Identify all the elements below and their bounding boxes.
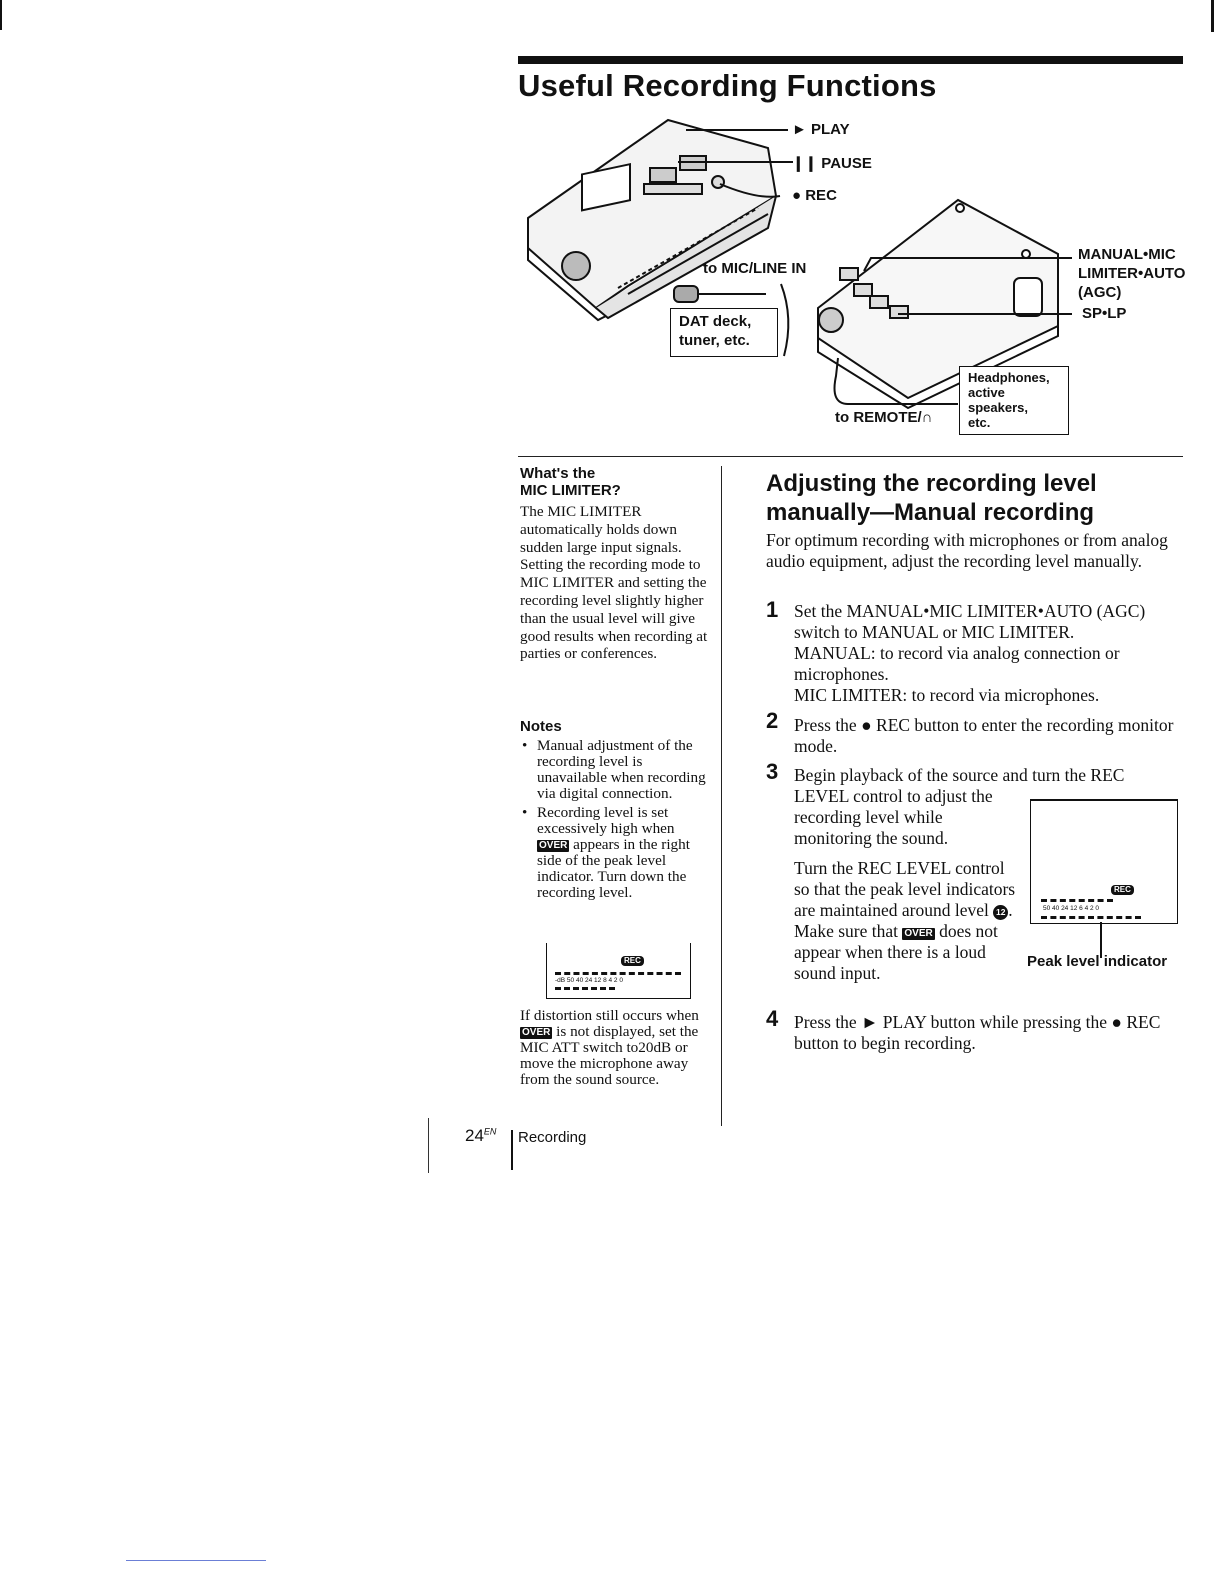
header-rule: [518, 56, 1183, 64]
rec-indicator-icon: REC: [1111, 885, 1134, 895]
meter-scale: -dB 50 40 24 12 8 4 2 0: [555, 977, 623, 984]
step-2-text: Press the ● REC button to enter the recording monitor mode.: [794, 715, 1174, 756]
page-number: $24^{EN}$: [465, 1126, 497, 1145]
over-indicator-icon: OVER: [539, 840, 568, 851]
section-heading: Adjusting the recording level manually—Manual recording: [766, 470, 1097, 526]
notes-list: [520, 738, 708, 904]
meter-bar-r: [1041, 916, 1141, 919]
meter-scale: 50 40 24 12 6 4 2 0: [1043, 905, 1100, 912]
level-meter-large: [1030, 799, 1178, 924]
step-3-text: Begin playback of the source and turn the REC LEVEL control to adjust the recording level while monitoring the sound.: [794, 765, 1125, 848]
label-sp-lp: SP•LP: [1082, 305, 1127, 322]
footer-divider: [511, 1130, 513, 1170]
section-rule: [518, 456, 1183, 457]
step-number: 1: [766, 597, 779, 622]
over-indicator-icon: OVER: [522, 1027, 551, 1038]
label-play: ► PLAY: [792, 121, 850, 138]
left-edge-mark: [0, 0, 2, 30]
footer-section-name: Recording: [518, 1129, 587, 1146]
step-3-detail: Turn the REC LEVEL control so that the peak level indicators are maintained around level 12 . Make sure that OVER does not appear when there is a loud sound input.: [794, 858, 1016, 983]
column-divider: [721, 466, 722, 1126]
label-mic-line-in: to MIC/LINE IN: [703, 260, 807, 277]
step-number: 2: [766, 708, 779, 733]
level-meter-small: [546, 943, 691, 999]
meter-bar-r: [555, 987, 615, 993]
label-dat-deck: DAT deck, tuner, etc.: [670, 308, 778, 357]
level-knob: [562, 252, 590, 280]
sidebar-paragraph: The MIC LIMITER automatically holds down sudden large input signals. Setting the recording mode to MIC LIMITER and setting the recording level slightly higher than the usual level will give good results when recording at parties or conferences.: [520, 503, 708, 663]
meter-bar-l: [1041, 899, 1113, 902]
step-number: 3: [766, 759, 779, 784]
right-edge-mark: [1211, 0, 1214, 32]
margin-mark: [428, 1118, 429, 1173]
step-number: 4: [766, 1006, 779, 1031]
level-12-icon: 12: [993, 905, 1008, 920]
label-headphones: Headphones, active speakers, etc.: [959, 366, 1069, 435]
rec-indicator-icon: REC: [621, 956, 644, 966]
label-pause: ❙❙ PAUSE: [792, 155, 872, 172]
sidebar-paragraph-2: If distortion still occurs when OVER is not displayed, set the MIC ATT switch to20dB or move the microphone away from the sound source.: [520, 1007, 699, 1088]
step-1-text: Set the MANUAL•MIC LIMITER•AUTO (AGC) switch to MANUAL or MIC LIMITER. MANUAL: to record via analog connection or microphones. MIC LIMITER: to record via microphones.: [794, 601, 1146, 705]
label-rec: ● REC: [792, 187, 837, 204]
notes-heading: Notes: [520, 718, 562, 735]
label-remote: to REMOTE/∩: [835, 409, 933, 426]
note-item: • Recording level is set excessively high when OVER appears in the right side of the peak level indicator. Turn down the recording level.: [520, 805, 708, 901]
sidebar-title: What's the MIC LIMITER?: [520, 465, 621, 499]
page-title: Useful Recording Functions: [518, 68, 937, 103]
over-indicator-icon: OVER: [904, 928, 933, 939]
peak-level-label: Peak level indicator: [1027, 953, 1168, 970]
bottom-underline: [126, 1560, 266, 1561]
intro-paragraph: For optimum recording with microphones or from analog audio equipment, adjust the recording level manually.: [766, 530, 1168, 571]
step-4-text: Press the ► PLAY button while pressing the ● REC button to begin recording.: [794, 1012, 1161, 1053]
note-item: • Manual adjustment of the recording level is unavailable when recording via digital connection.: [520, 738, 708, 802]
label-manual-mic-limiter-auto: MANUAL•MIC LIMITER•AUTO (AGC): [1078, 246, 1186, 301]
